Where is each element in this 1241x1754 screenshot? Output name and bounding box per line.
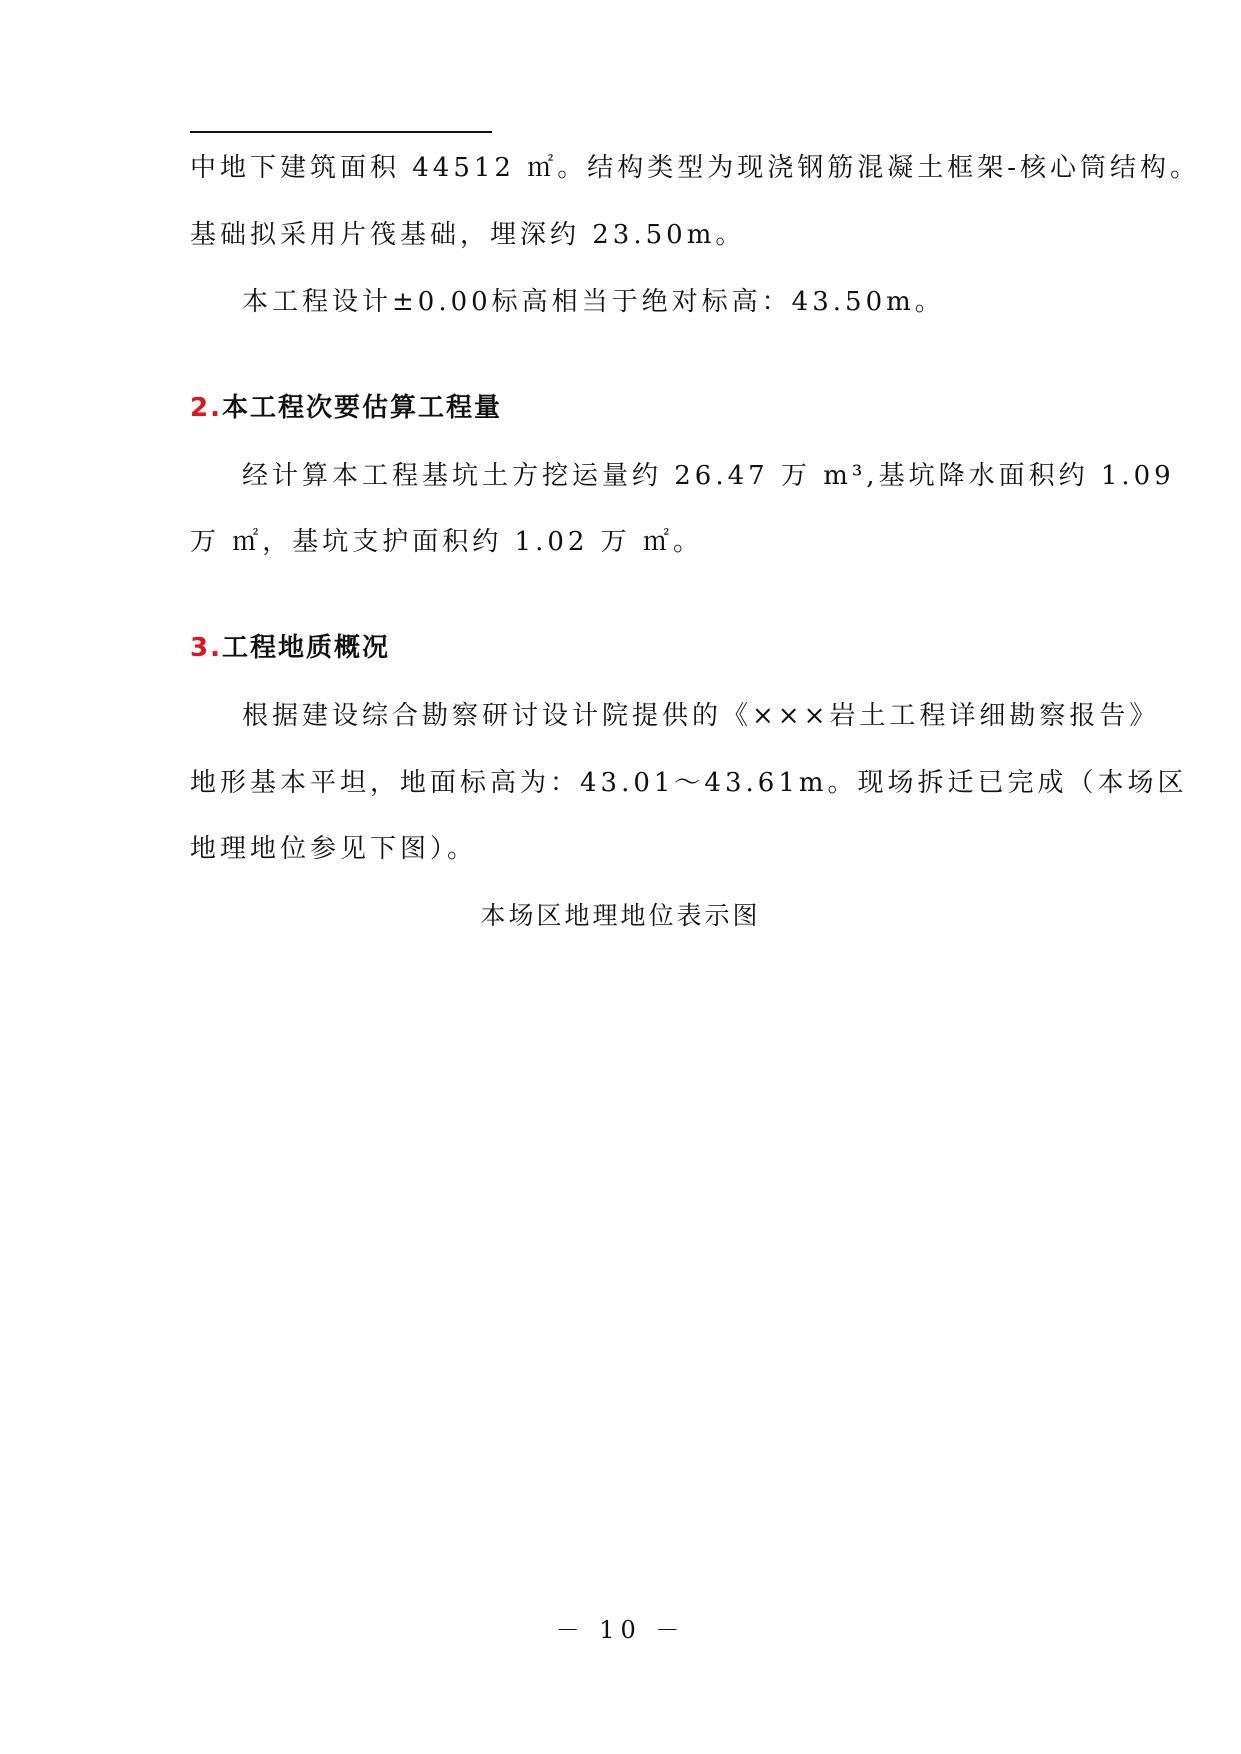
section-heading-3 [190, 630, 390, 666]
section-title: 工程地质概况 [221, 633, 390, 663]
body-text-line: 万 ㎡，基坑支护面积约 1.02 万 ㎡。 [190, 527, 703, 557]
body-text-line: 根据建设综合勘察研讨设计院提供的《×××岩土工程详细勘察报告》 [242, 701, 1160, 731]
figure-caption: 本场区地理地位表示图 [480, 901, 761, 930]
body-text-line: 经计算本工程基坑土方挖运量约 26.47 万 m³,基坑降水面积约 1.09 [242, 461, 1175, 491]
body-text-line: 本工程设计±0.00标高相当于绝对标高：43.50m。 [242, 287, 945, 317]
section-title: 本工程次要估算工程量 [221, 393, 502, 423]
section-number: 2. [190, 393, 222, 423]
page-number: － 10 － [555, 1616, 686, 1644]
section-number: 3. [190, 633, 222, 663]
body-text-line: 中地下建筑面积 44512 ㎡。结构类型为现浇钢筋混凝土框架-核心筒结构。 [190, 153, 1201, 183]
footnote-separator-rule [190, 131, 492, 133]
body-text-line: 基础拟采用片筏基础，埋深约 23.50m。 [190, 220, 746, 250]
body-text-line: 地理地位参见下图）。 [190, 834, 478, 864]
section-heading-2 [190, 390, 502, 426]
body-text-line: 地形基本平坦，地面标高为：43.01～43.61m。现场拆迁已完成（本场区 [190, 768, 1188, 798]
